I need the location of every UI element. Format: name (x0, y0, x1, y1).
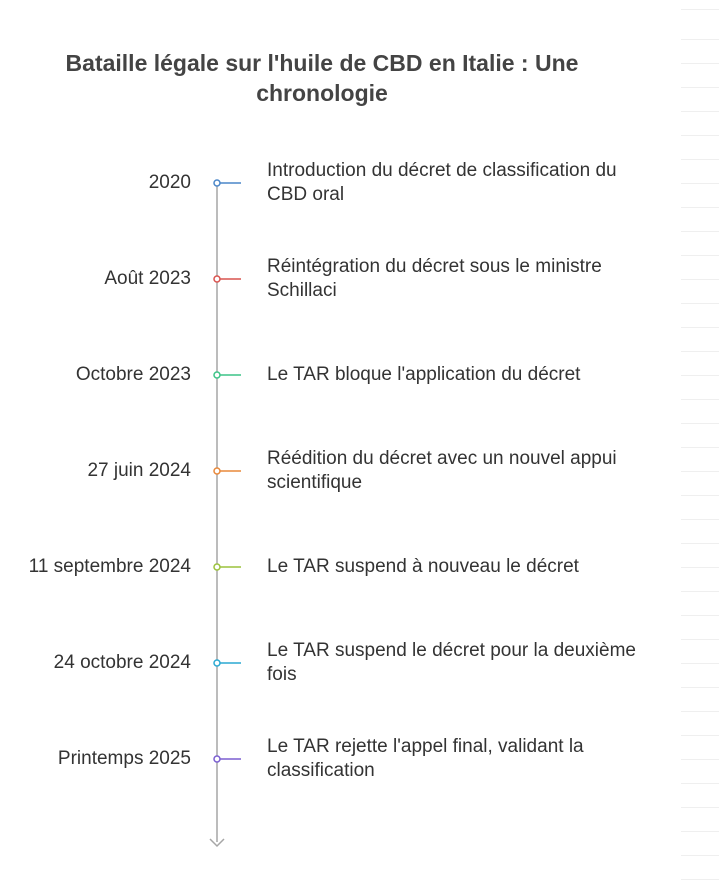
event-marker-dot (214, 276, 220, 282)
page-title: Bataille légale sur l'huile de CBD en Italie : Une chronologie (65, 50, 579, 106)
event-marker-dot (214, 372, 220, 378)
event-description: Le TAR suspend à nouveau le décret (267, 556, 579, 577)
event-marker-dot (214, 468, 220, 474)
event-date: 2020 (148, 172, 191, 193)
event-marker-dot (214, 660, 220, 666)
event-description: Le TAR rejette l'appel final, validant la classification (267, 736, 584, 781)
event-description: Introduction du décret de classification du CBD oral (267, 160, 617, 205)
event-marker-dot (214, 180, 220, 186)
event-description: Le TAR bloque l'application du décret (267, 364, 581, 385)
event-description: Le TAR suspend le décret pour la deuxième fois (267, 640, 636, 685)
event-marker-dot (214, 756, 220, 762)
event-date: Août 2023 (104, 268, 191, 289)
event-marker-dot (214, 564, 220, 570)
event-date: 24 octobre 2024 (53, 652, 191, 673)
event-date: 11 septembre 2024 (28, 556, 191, 577)
event-date: Printemps 2025 (57, 748, 191, 769)
event-date: 27 juin 2024 (87, 460, 191, 481)
event-date: Octobre 2023 (75, 364, 191, 385)
event-description: Réédition du décret avec un nouvel appui scientifique (267, 448, 617, 493)
event-description: Réintégration du décret sous le ministre Schillaci (267, 256, 602, 301)
